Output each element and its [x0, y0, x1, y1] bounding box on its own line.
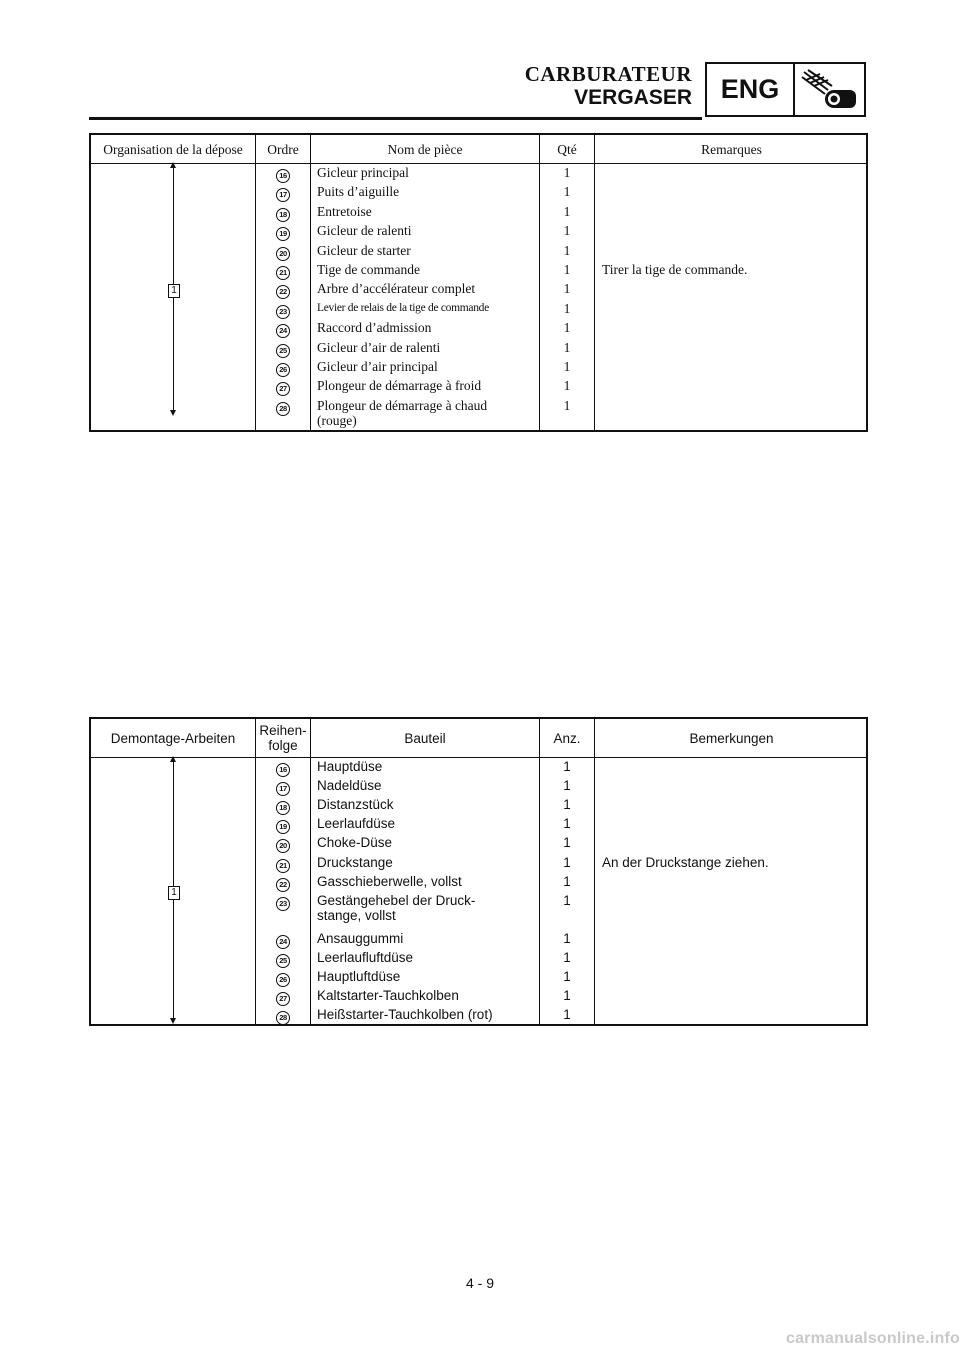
part-name-line: Hauptluftdüse [317, 969, 401, 984]
part-name-line: Gicleur principal [317, 165, 409, 180]
step-marker: 1 [168, 284, 180, 298]
part-name [317, 359, 539, 374]
part-name [317, 874, 539, 889]
order-number-badge: 21 [276, 266, 290, 280]
quantity: 1 [563, 281, 571, 297]
part-name-line: Arbre d’accélérateur complet [317, 281, 476, 297]
order-number [256, 165, 310, 183]
order-number [256, 855, 310, 873]
part-name-line: (rouge) [317, 412, 357, 428]
order-number-badge: 22 [276, 285, 290, 299]
quantity: 1 [563, 339, 571, 355]
part-name [317, 969, 539, 984]
part-name-line: Distanzstück [317, 797, 394, 813]
order-number [256, 797, 310, 815]
quantity: 1 [563, 930, 571, 946]
order-number [256, 243, 310, 261]
quantity: 1 [563, 797, 571, 813]
order-number-badge: 25 [276, 954, 290, 968]
part-name-line: Druckstange [317, 854, 393, 870]
column-divider [310, 719, 311, 1024]
part-name-line: Kaltstarter-Tauchkolben [317, 988, 459, 1004]
part-name-line: Ansauggummi [317, 930, 404, 946]
order-number [256, 893, 310, 911]
part-name [317, 320, 539, 335]
quantity: 1 [563, 759, 571, 774]
order-number [256, 204, 310, 222]
column-header: Remarques [701, 141, 762, 157]
part-name-line: Puits d’aiguille [317, 184, 400, 200]
column-header: Demontage-Arbeiten [110, 730, 236, 746]
part-name-line: Raccord d’admission [317, 320, 432, 336]
quantity: 1 [563, 892, 571, 908]
part-name [317, 835, 539, 850]
order-number-badge: 26 [276, 363, 290, 377]
order-number [256, 759, 310, 777]
quantity: 1 [563, 262, 571, 277]
column-header: Bemerkungen [689, 730, 774, 746]
order-number-badge: 23 [276, 305, 290, 319]
order-number-badge: 25 [276, 344, 290, 358]
quantity: 1 [563, 1007, 571, 1023]
order-number [256, 874, 310, 892]
part-name [317, 988, 539, 1003]
part-name [317, 398, 539, 428]
quantity: 1 [563, 835, 571, 851]
order-number-badge: 22 [276, 878, 290, 892]
part-name [317, 204, 539, 219]
remark: An der Druckstange ziehen. [602, 854, 769, 870]
order-number-badge: 16 [276, 169, 290, 183]
order-number [256, 281, 310, 299]
part-name-line: Gicleur de ralenti [317, 223, 412, 239]
order-number [256, 320, 310, 338]
order-number [256, 262, 310, 280]
part-name [317, 281, 539, 296]
order-number-badge: 27 [276, 992, 290, 1006]
quantity: 1 [563, 988, 571, 1004]
order-number [256, 835, 310, 853]
order-number [256, 950, 310, 968]
order-number-badge: 28 [276, 402, 290, 416]
part-name-line: stange, vollst [317, 907, 396, 923]
order-number-badge: 27 [276, 382, 290, 396]
page-title-french: CARBURATEUR [524, 62, 692, 86]
quantity: 1 [563, 949, 571, 965]
order-number-badge: 24 [276, 935, 290, 949]
quantity: 1 [563, 397, 571, 413]
column-header: Ordre [267, 141, 299, 157]
part-name [317, 1007, 539, 1022]
quantity: 1 [563, 320, 571, 336]
quantity: 1 [563, 359, 571, 374]
remark: Tirer la tige de commande. [602, 262, 748, 277]
part-name-line: Levier de relais de la tige de commande [317, 301, 489, 314]
part-name [317, 340, 539, 355]
order-number [256, 988, 310, 1006]
table-header [91, 719, 866, 758]
order-number-badge: 20 [276, 839, 290, 853]
part-name [317, 778, 539, 793]
part-name-line: Hauptdüse [317, 759, 383, 774]
column-header: Organisation de la dépose [103, 141, 243, 157]
part-name-line: Gicleur d’air de ralenti [317, 339, 441, 355]
part-name [317, 931, 539, 946]
order-number [256, 816, 310, 834]
order-number-badge: 18 [276, 208, 290, 222]
part-name-line: Plongeur de démarrage à chaud [317, 397, 488, 413]
part-name-line: Entretoise [317, 203, 372, 219]
part-name [317, 301, 539, 316]
quantity: 1 [563, 816, 571, 832]
part-name [317, 223, 539, 238]
order-number [256, 931, 310, 949]
part-name [317, 797, 539, 812]
order-number [256, 378, 310, 396]
part-name [317, 893, 539, 923]
part-name-line: Plongeur de démarrage à froid [317, 378, 482, 394]
quantity: 1 [563, 165, 571, 180]
order-number [256, 223, 310, 241]
header-rule [89, 117, 702, 120]
order-number [256, 301, 310, 319]
part-name [317, 816, 539, 831]
quantity: 1 [563, 378, 571, 394]
quantity: 1 [563, 854, 571, 870]
part-name [317, 184, 539, 199]
column-divider [594, 719, 595, 1024]
order-number-badge: 23 [276, 897, 290, 911]
column-header: Nom de pièce [387, 141, 463, 157]
order-number [256, 359, 310, 377]
section-badge [705, 62, 866, 117]
order-number-badge: 16 [276, 763, 290, 777]
column-header: Qté [557, 141, 577, 157]
part-name-line: Gasschieberwelle, vollst [317, 873, 462, 889]
order-number-badge: 26 [276, 973, 290, 987]
column-header: Anz. [553, 730, 581, 746]
quantity: 1 [563, 184, 571, 200]
order-number-badge: 18 [276, 801, 290, 815]
part-name-line: Heißstarter-Tauchkolben (rot) [317, 1007, 493, 1023]
order-number-badge: 24 [276, 324, 290, 338]
column-divider [594, 135, 595, 430]
quantity: 1 [563, 203, 571, 219]
part-name [317, 855, 539, 870]
part-name-line: Leerlaufdüse [317, 816, 396, 832]
part-name [317, 950, 539, 965]
part-name [317, 165, 539, 180]
order-number-badge: 19 [276, 227, 290, 241]
table-header [91, 135, 866, 164]
column-divider [310, 135, 311, 430]
order-number-badge: 20 [276, 247, 290, 261]
part-name [317, 378, 539, 393]
column-header-line: folge [268, 738, 298, 753]
part-name [317, 243, 539, 258]
part-name-line: Gicleur d’air principal [317, 359, 438, 374]
order-number [256, 778, 310, 796]
order-number-badge: 19 [276, 820, 290, 834]
disassembly-table-german [89, 717, 868, 1026]
order-number [256, 184, 310, 202]
order-number-badge: 21 [276, 859, 290, 873]
column-header [256, 719, 310, 757]
order-number [256, 969, 310, 987]
part-name [317, 759, 539, 774]
quantity: 1 [563, 778, 571, 794]
page-number: 4 - 9 [465, 1275, 494, 1291]
disassembly-table-french [89, 133, 868, 432]
part-name-line: Tige de commande [317, 262, 420, 277]
order-number [256, 340, 310, 358]
order-number [256, 1007, 310, 1025]
part-name-line: Leerlaufluftdüse [317, 949, 414, 965]
quantity: 1 [563, 300, 571, 316]
order-number-badge: 17 [276, 188, 290, 202]
page-title-german: VERGASER [574, 86, 692, 109]
step-marker: 1 [168, 886, 180, 900]
part-name [317, 262, 539, 277]
quantity: 1 [563, 873, 571, 889]
part-name-line: Gestängehebel der Druck- [317, 892, 476, 908]
quantity: 1 [563, 969, 571, 984]
part-name-line: Nadeldüse [317, 778, 382, 794]
quantity: 1 [563, 242, 571, 258]
order-number-badge: 17 [276, 782, 290, 796]
watermark: carmanualsonline.info [785, 1330, 960, 1347]
quantity: 1 [563, 223, 571, 239]
column-header-line: Reihen- [259, 723, 307, 738]
part-name-line: Gicleur de starter [317, 242, 411, 258]
section-badge-label: ENG [707, 64, 795, 115]
engine-piston-icon [795, 64, 864, 115]
order-number [256, 398, 310, 416]
part-name-line: Choke-Düse [317, 835, 393, 851]
order-number-badge: 28 [276, 1011, 290, 1025]
column-header: Bauteil [404, 730, 446, 746]
